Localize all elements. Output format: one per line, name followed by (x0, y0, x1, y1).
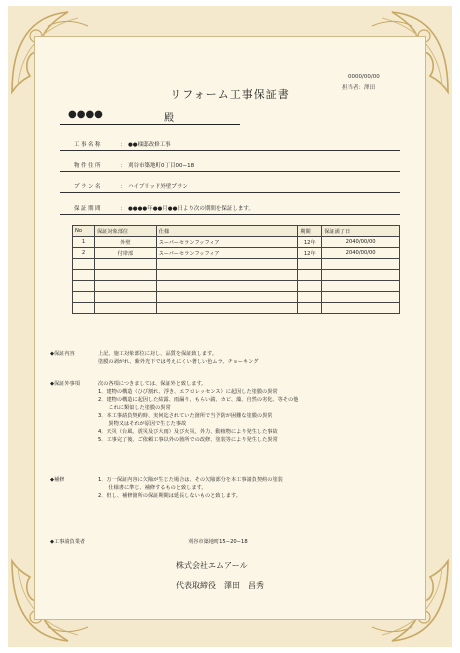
column-header: 仕様 (156, 226, 298, 237)
column-header: 保証満了日 (322, 226, 400, 237)
field-label: 工事名称 (74, 142, 103, 148)
issue-date: 0000/00/00 (348, 74, 380, 80)
table-cell: スーパーセランフッフィア (156, 248, 298, 259)
customer-name: ●●●● (68, 109, 103, 120)
representative-name: 代表取締役 澤田 昌秀 (176, 581, 264, 590)
table-row (73, 237, 400, 248)
section-heading: ◆保証内容 (50, 351, 75, 357)
table-cell: 1 (73, 237, 95, 248)
section-line: 仕様書に準じ、補修するものと致します。 (98, 485, 207, 491)
company-name: 株式会社エムアール (176, 561, 248, 570)
field-label: プラン名 (74, 184, 103, 190)
table-cell: 2040/00/00 (322, 248, 400, 259)
section-heading: ◆保証外事項 (50, 381, 80, 387)
column-header: No (73, 226, 95, 237)
customer-suffix: 殿 (164, 113, 174, 124)
contractor-address: 刈谷市築地町15−20−18 (188, 539, 248, 545)
field-warranty-period: 保証期間 ： ●●●●年●●月●●日より次の期間を保証します。 (60, 202, 400, 215)
contractor-label: ◆工事請負業者 (50, 539, 86, 545)
table-cell: 12年 (298, 237, 322, 248)
field-value: ハイブリッド外壁プラン (128, 184, 188, 190)
table-cell: 12年 (298, 248, 322, 259)
page-title: リフォーム工事保証書 (170, 88, 290, 101)
table-header-row (73, 226, 400, 237)
section-line: 4．天災（台風、震災及び大雨）及び火災、外力、動植物により発生した事故 (98, 429, 278, 435)
staff-in-charge: 担当者：澤田 (342, 85, 376, 91)
section-exclusions (50, 380, 410, 450)
section-line: 1．建物の構造（ひび割れ、浮き、エフロレッセンス）に起因した塗膜の異常 (98, 389, 278, 395)
table-cell: スーパーセランフッフィア (156, 237, 298, 248)
section-line: 塗膜の剥がれ、紫外光下では考えにくい著しい色ムラ、チョーキング (98, 359, 259, 365)
field-value: ●●●●年●●月●●日より次の期間を保証します。 (128, 206, 254, 212)
field-plan-name: プラン名 ： ハイブリッド外壁プラン (60, 180, 400, 193)
section-line: 1．万一保証内容に欠陥が生じた場合は、その欠陥部分を本工事請負契約の塗装 (98, 477, 283, 483)
column-header: 期間 (298, 226, 322, 237)
section-warranty-content (50, 350, 410, 370)
table-cell: 外壁 (94, 237, 156, 248)
field-construction-name: 工事名称 ： ●●様邸改修工事 (60, 138, 400, 151)
section-supplement (50, 476, 410, 502)
section-line: 2．建物の構造に起因した結露、雨漏り、もらい錆、カビ、藻、自然の劣化、等その他 (98, 397, 299, 403)
section-heading: ◆補修 (50, 477, 65, 483)
section-line: 上記、施工対象部位に対し、品質を保証致します。 (98, 351, 217, 357)
warranty-table (72, 225, 400, 314)
table-row (73, 303, 400, 314)
table-row (73, 292, 400, 303)
table-row (73, 270, 400, 281)
field-value: ●●様邸改修工事 (128, 142, 171, 148)
section-line: 異物又はそれが原因で生じた事故 (98, 421, 187, 427)
section-line: 5．工事完了後、ご依頼工事以外の箇所での改修、塗装等により発生した異常 (98, 437, 278, 443)
table-row (73, 259, 400, 270)
section-line: 2．但し、補修箇所の保証期間は延長しないものと致します。 (98, 493, 241, 499)
section-line: 3．本工事請負契約時、実何迄されていた箇所で当予防が困難な塗膜の異常 (98, 413, 273, 419)
field-label: 保証期間 (74, 206, 103, 212)
field-property-address: 物件住所 ： 刈谷市築地町0丁目00−18 (60, 159, 400, 172)
table-row (73, 248, 400, 259)
certificate-paper (8, 6, 452, 647)
table-cell: 2040/00/00 (322, 237, 400, 248)
section-line: これに類似した塗膜の異常 (98, 405, 171, 411)
table-cell: 2 (73, 248, 95, 259)
field-value: 刈谷市築地町0丁目00−18 (128, 163, 195, 169)
customer-line (60, 108, 240, 125)
section-line: 次の各項につきましては、保証外と致します。 (98, 381, 207, 387)
column-header: 保証対象部位 (94, 226, 156, 237)
table-cell: 付帯部 (94, 248, 156, 259)
field-label: 物件住所 (74, 163, 103, 169)
table-row (73, 281, 400, 292)
